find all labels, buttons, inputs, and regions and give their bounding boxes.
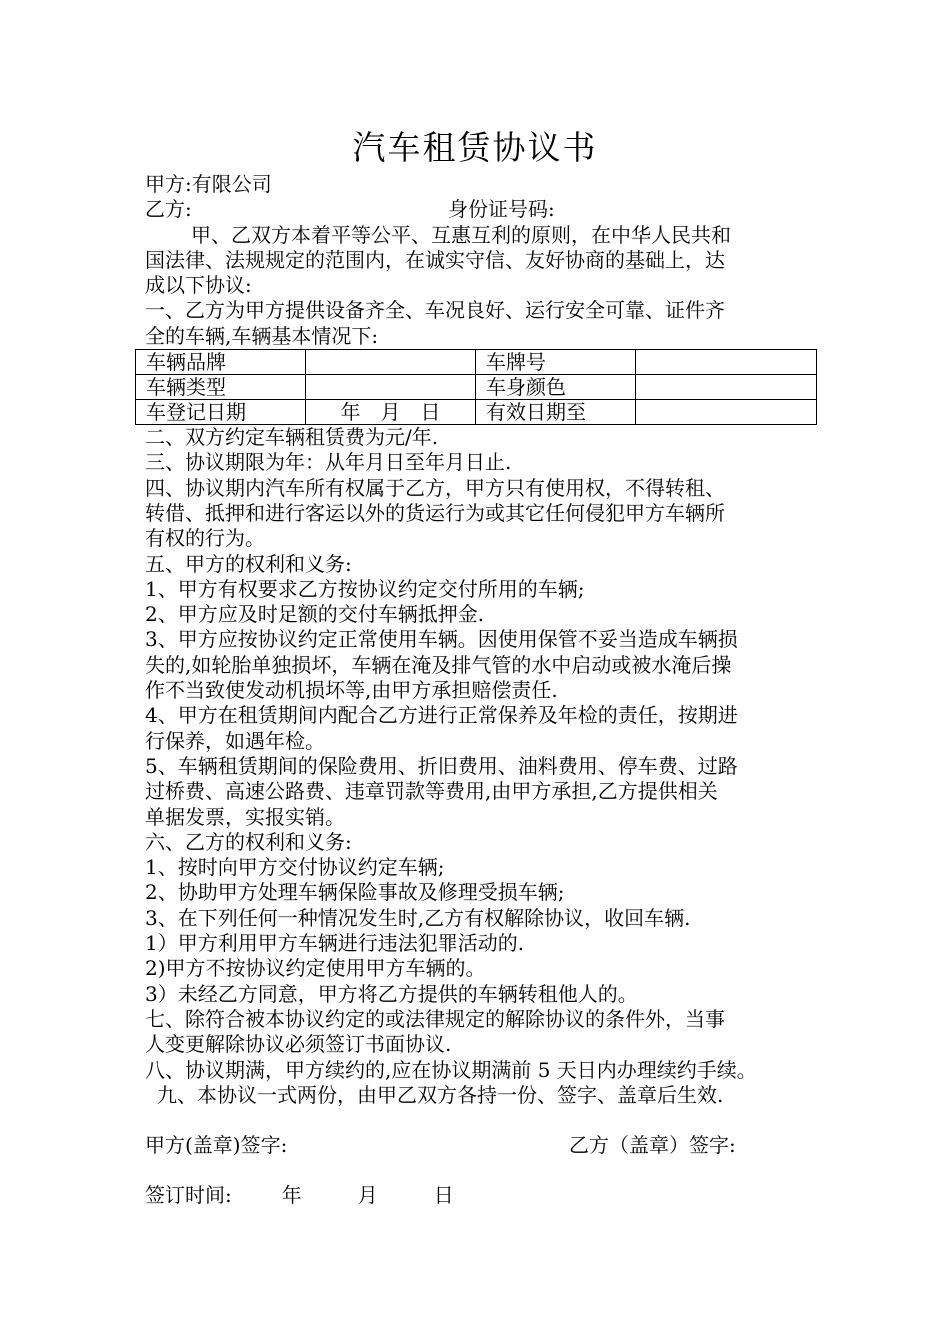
party-b-line xyxy=(145,197,820,222)
table-cell: 车牌号 xyxy=(476,350,636,375)
party-a-line: 甲方:有限公司 xyxy=(145,172,272,196)
clause-line: 3、甲方应按协议约定正常使用车辆。因使用保管不妥当造成车辆损 xyxy=(145,627,738,652)
clause-line: 1、按时向甲方交付协议约定车辆; xyxy=(145,855,445,880)
clause-line: 五、甲方的权利和义务: xyxy=(145,551,352,576)
clause-9-line: 九、本协议一式两份，由甲乙双方各持一份、签字、盖章后生效. xyxy=(157,1082,724,1107)
vehicle-info-table xyxy=(135,349,817,425)
table-row xyxy=(136,400,817,425)
clause-line: 单据发票，实报实销。 xyxy=(145,804,345,829)
clause-line: 5、车辆租赁期间的保险费用、折旧费用、油料费用、停车费、过路 xyxy=(145,753,738,778)
clause-line: 行保养，如遇年检。 xyxy=(145,728,325,753)
signing-date-year: 年 xyxy=(281,1183,302,1208)
clause-line: 转借、抵押和进行客运以外的货运行为或其它任何侵犯甲方车辆所 xyxy=(145,500,725,525)
party-b-signature-label: 乙方（盖章）签字: xyxy=(569,1133,736,1158)
intro-line-1: 甲、乙双方本着平等公平、互惠互利的原则，在中华人民共和 xyxy=(191,222,731,247)
clause-line: 人变更解除协议必须签订书面协议. xyxy=(145,1032,452,1057)
table-cell: 年 月 日 xyxy=(306,400,476,425)
clause-line: 过桥费、高速公路费、违章罚款等费用,由甲方承担,乙方提供相关 xyxy=(145,779,718,804)
clause-line: 作不当致使发动机损坏等,由甲方承担赔偿责任. xyxy=(145,678,558,703)
table-cell xyxy=(306,375,476,400)
clause-line: 失的,如轮胎单独损坏，车辆在淹及排气管的水中启动或被水淹后操 xyxy=(145,652,732,677)
clause-line: 3、在下列任何一种情况发生时,乙方有权解除协议，收回车辆. xyxy=(145,905,691,930)
clause-line: 3）未经乙方同意，甲方将乙方提供的车辆转租他人的。 xyxy=(145,981,638,1006)
clause-line: 1、甲方有权要求乙方按协议约定交付所用的车辆; xyxy=(145,576,585,601)
clause-line: 2)甲方不按协议约定使用甲方车辆的。 xyxy=(145,956,486,981)
document-title: 汽车租赁协议书 xyxy=(352,128,598,167)
intro-line-2: 国法律、法规规定的范围内，在诚实守信、友好协商的基础上，达 xyxy=(145,247,725,272)
intro-line-3: 成以下协议: xyxy=(145,273,252,298)
signing-date-row xyxy=(145,1183,820,1208)
table-row xyxy=(136,375,817,400)
party-b-label: 乙方: xyxy=(145,197,192,222)
clause-line: 四、协议期内汽车所有权属于乙方，甲方只有使用权，不得转租、 xyxy=(145,475,725,500)
signing-date-month: 月 xyxy=(357,1183,378,1208)
table-cell xyxy=(636,400,817,425)
clause-line: 二、双方约定车辆租赁费为元/年. xyxy=(145,425,439,450)
clauses-block xyxy=(145,425,820,1108)
clause-line: 七、除符合被本协议约定的或法律规定的解除协议的条件外，当事 xyxy=(145,1006,725,1031)
table-cell: 车辆品牌 xyxy=(136,350,306,375)
clause-line: 六、乙方的权利和义务: xyxy=(145,829,352,854)
signing-date-label: 签订时间: xyxy=(145,1183,232,1208)
clause1-line-2: 全的车辆,车辆基本情况下: xyxy=(145,323,379,348)
clause-line: 4、甲方在租赁期间内配合乙方进行正常保养及年检的责任，按期进 xyxy=(145,703,738,728)
signing-date-day: 日 xyxy=(433,1183,454,1208)
table-cell: 车登记日期 xyxy=(136,400,306,425)
table-cell xyxy=(306,350,476,375)
clause-line: 2、协助甲方处理车辆保险事故及修理受损车辆; xyxy=(145,880,565,905)
clause1-line-1: 一、乙方为甲方提供设备齐全、车况良好、运行安全可靠、证件齐 xyxy=(145,298,725,323)
table-row xyxy=(136,350,817,375)
clause-line: 八、协议期满，甲方续约的,应在协议期满前 5 天日内办理续约手续。 xyxy=(145,1057,757,1082)
table-cell xyxy=(636,375,817,400)
table-cell: 车辆类型 xyxy=(136,375,306,400)
table-cell xyxy=(636,350,817,375)
clause-line: 三、协议期限为年：从年月日至年月日止. xyxy=(145,450,512,475)
table-cell: 车身颜色 xyxy=(476,375,636,400)
clause-line: 2、甲方应及时足额的交付车辆抵押金. xyxy=(145,602,485,627)
clause-line: 有权的行为。 xyxy=(145,526,265,551)
clause-line: 1）甲方利用甲方车辆进行违法犯罪活动的. xyxy=(145,931,525,956)
table-cell: 有效日期至 xyxy=(476,400,636,425)
document-body xyxy=(145,172,820,1209)
signature-row xyxy=(145,1133,820,1158)
party-a-signature-label: 甲方(盖章)签字: xyxy=(145,1133,288,1158)
id-number-label: 身份证号码: xyxy=(448,197,555,222)
